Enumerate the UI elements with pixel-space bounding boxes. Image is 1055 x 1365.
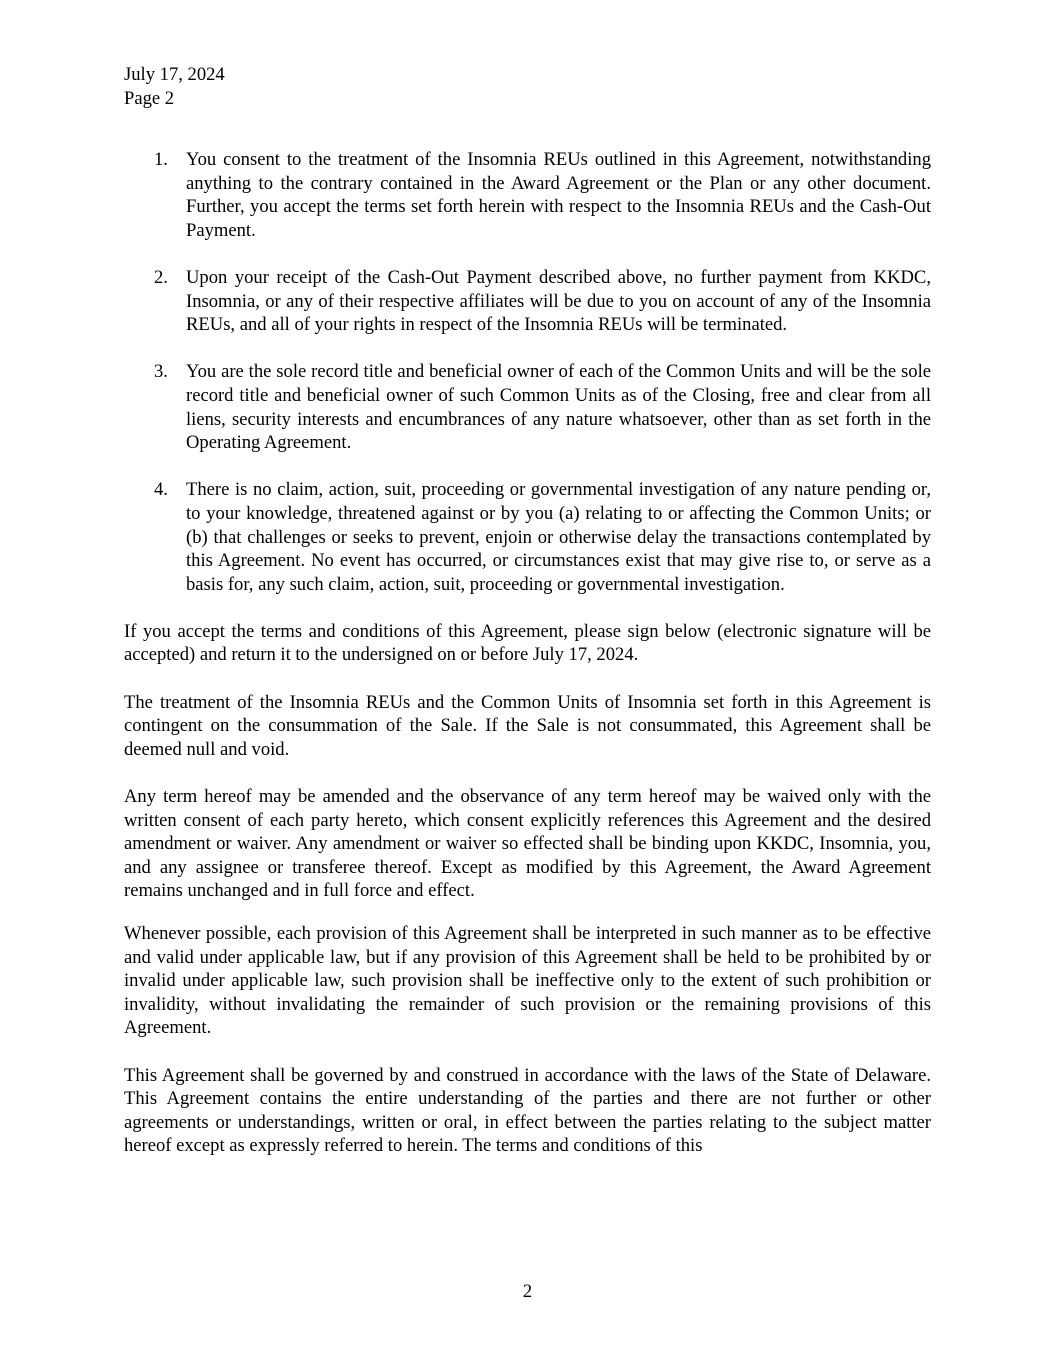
item-text: Upon your receipt of the Cash-Out Payment described above, no further payment from KKDC, Insomnia, or any of their respective affiliates will be due to you on account of any of the Insomnia REUs, and all of your rights in respect of the Insomnia REUs will be terminated. (186, 266, 931, 336)
item-text: You consent to the treatment of the Insomnia REUs outlined in this Agreement, notwithstanding anything to the contrary contained in the Award Agreement or the Plan or any other document. Further, you accept the terms set forth herein with respect to the Insomnia REUs and the Cash-Out Payment. (186, 149, 931, 241)
paragraph: The treatment of the Insomnia REUs and the Common Units of Insomnia set forth in this Agreement is contingent on the consummation of the Sale. If the Sale is not consummated, this Agreement shall be deemed null and void. (124, 691, 931, 760)
numbered-item (124, 148, 931, 242)
paragraph: If you accept the terms and conditions of this Agreement, please sign below (electronic signature will be accepted) and return it to the undersigned on or before July 17, 2024. (124, 620, 931, 666)
numbered-item (124, 478, 931, 596)
item-text: You are the sole record title and beneficial owner of each of the Common Units and will be the sole record title and beneficial owner of such Common Units as of the Closing, free and clear from all liens, security interests and encumbrances of any nature whatsoever, other than as set forth in the Operating Agreement. (186, 361, 931, 454)
numbered-item (124, 360, 931, 454)
header-date: July 17, 2024 (124, 64, 225, 85)
page-header (124, 63, 225, 110)
header-page: Page 2 (124, 87, 175, 109)
paragraph: This Agreement shall be governed by and construed in accordance with the laws of the State of Delaware. This Agreement contains the entire understanding of the parties and there are not further or other agreements or understandings, written or oral, in effect between the parties relating to the subject matter hereof except as expressly referred to herein. The terms and conditions of this (124, 1064, 931, 1157)
paragraph: Any term hereof may be amended and the observance of any term hereof may be waived only with the written consent of each party hereto, which consent explicitly references this Agreement and the desired amendment or waiver. Any amendment or waiver so effected shall be binding upon KKDC, Insomnia, you, and any assignee or transferee thereof. Except as modified by this Agreement, the Award Agreement remains unchanged and in full force and effect. (124, 786, 931, 902)
document-body (124, 148, 931, 1182)
item-number: 4. (154, 479, 168, 501)
item-number: 2. (154, 266, 168, 288)
numbered-item (124, 266, 931, 337)
item-number: 1. (154, 149, 168, 170)
item-number: 3. (154, 361, 168, 383)
paragraph: Whenever possible, each provision of this Agreement shall be interpreted in such manner as to be effective and valid under applicable law, but if any provision of this Agreement shall be held to be prohibited by or invalid under applicable law, such provision shall be ineffective only to the extent of such prohibition or invalidity, without invalidating the remainder of such provision or the remaining provisions of this Agreement. (124, 923, 931, 1039)
item-text: There is no claim, action, suit, proceeding or governmental investigation of any nature pending or, to your knowledge, threatened against or by you (a) relating to or affecting the Common Units; or (b) that challenges or seeks to prevent, enjoin or otherwise delay the transactions contemplated by this Agreement. No event has occurred, or circumstances exist that may give rise to, or serve as a basis for, any such claim, action, suit, proceeding or governmental investigation. (186, 479, 931, 595)
page-number: 2 (522, 1281, 533, 1302)
